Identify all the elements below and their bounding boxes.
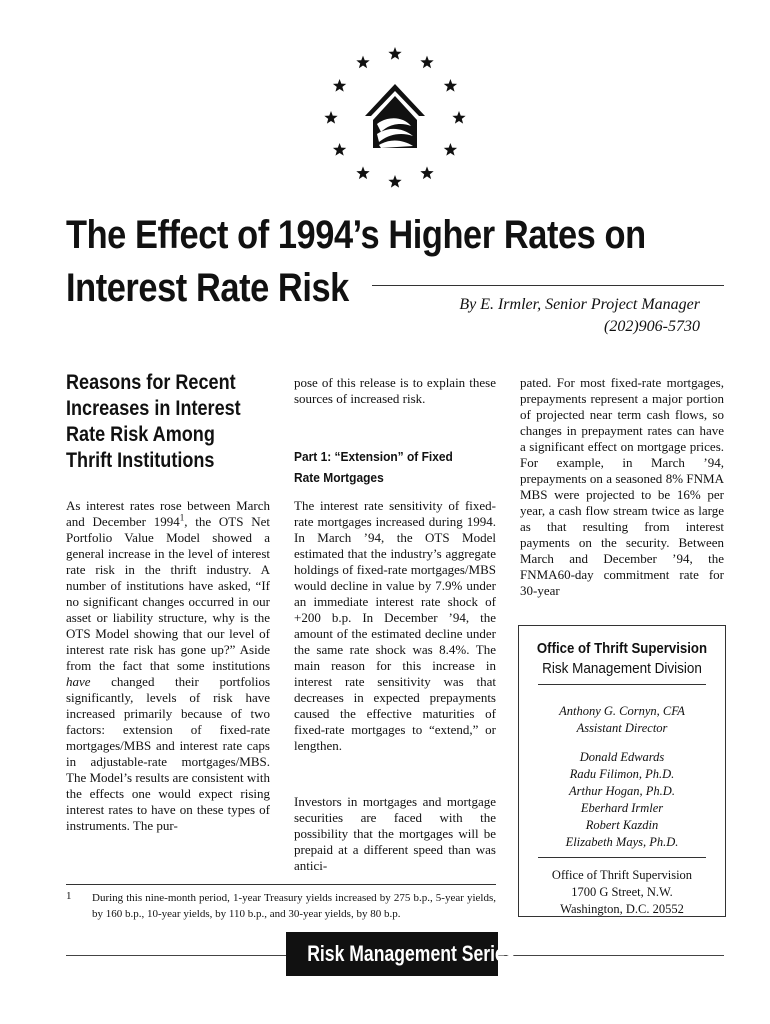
column-2-paragraph-1: The interest rate sensitivity of fixed-rate mortgages increased during 1994. In March ’94, the OTS Model estimated that the industry’s aggregate holdings of fixed-rate mortgages/MBS would decline in value by 7.9% under an immediate interest rate shock of +200 b.p. In December ’94, the amount of the estimated decline under the same rate shock was 8.4%. The main reason for this increase in interest rate sensitivity was that decreases in expected prepayments caused the effective maturities of fixed-rate mortgages to “extend,” or lengthen. xyxy=(294,498,496,753)
column-2-intro: pose of this release is to explain these sources of increased risk. xyxy=(294,375,496,406)
sidebar-heading-line: Reasons for Recent xyxy=(66,371,236,394)
sidebar-heading-line: Increases in Interest xyxy=(66,397,241,420)
part-1-heading-line: Rate Mortgages xyxy=(294,470,384,485)
series-label: Risk Management Series xyxy=(307,941,515,966)
col1-emphasis: have xyxy=(66,674,91,689)
star-icon xyxy=(333,79,346,92)
title-line-2: Interest Rate Risk xyxy=(66,266,349,310)
office-box-rule xyxy=(538,684,706,685)
staff-name: Eberhard Irmler xyxy=(580,801,664,815)
part-1-heading xyxy=(294,446,487,488)
star-icon xyxy=(356,56,369,69)
office-box-division: Risk Management Division xyxy=(542,660,702,677)
title-line-1: The Effect of 1994’s Higher Rates on xyxy=(66,213,646,257)
col1-text-after: changed their portfolios significantly, levels of risk have increased primarily because of two factors: extension of fixed-rate mortgages/MBS and interest rate caps in adjustable-rate mortgages/MBS. The Model’s results are consistent with the effects one would expect rising interest rates to have on these types of instruments. The pur- xyxy=(66,674,270,833)
star-icon xyxy=(324,111,337,124)
part-1-heading-line: Part 1: “Extension” of Fixed xyxy=(294,449,453,464)
staff-name: Anthony G. Cornyn, CFA xyxy=(559,704,685,718)
ots-logo-icon xyxy=(320,40,470,190)
column-2-paragraph-2: Investors in mortgages and mortgage securities are faced with the possibility that the mortgages will be prepaid at a different speed than was antici- xyxy=(294,794,496,873)
title-rule xyxy=(372,285,724,286)
footnote-rule xyxy=(66,884,496,885)
byline-phone: (202)906-5730 xyxy=(604,318,700,335)
staff-title: Assistant Director xyxy=(576,721,668,735)
staff-name: Elizabeth Mays, Ph.D. xyxy=(565,835,679,849)
column-3-body: pated. For most fixed-rate mortgages, prepayments represent a major portion of projected near term cash flows, so changes in prepayment rates can have a significant effect on mortgage prices. For example, in March ’94, prepayments on a seasoned 8% FNMA MBS were projected to be 16% per year, a cash flow stream twice as large as that resulting from interest payments on the security. Between March and December ’94, the FNMA60-day commitment rate for 30-year xyxy=(520,375,724,598)
address-line: Washington, D.C. 20552 xyxy=(560,902,684,916)
staff-name: Arthur Hogan, Ph.D. xyxy=(569,784,675,798)
star-icon xyxy=(444,143,457,156)
sidebar-heading xyxy=(66,370,290,474)
footnote-mark: 1 xyxy=(66,890,72,902)
star-icon xyxy=(356,166,369,179)
office-box-title: Office of Thrift Supervision xyxy=(536,640,708,657)
star-icon xyxy=(420,166,433,179)
office-box-rule xyxy=(538,857,706,858)
address-line: 1700 G Street, N.W. xyxy=(571,885,673,899)
star-icon xyxy=(388,47,401,60)
star-icon xyxy=(388,175,401,188)
staff-name: Robert Kazdin xyxy=(585,818,659,832)
column-1-body xyxy=(66,498,270,834)
staff-name: Radu Filimon, Ph.D. xyxy=(569,767,675,781)
star-icon xyxy=(444,79,457,92)
staff-name: Donald Edwards xyxy=(579,750,665,764)
star-icon xyxy=(452,111,465,124)
address-line: Office of Thrift Supervision xyxy=(551,868,693,882)
col1-text-mid: , the OTS Net Portfolio Value Model showed a general increase in the level of interest rate risk in the thrift industry. A number of institutions have asked, “If no significant changes occurred in our asset or liability structure, why is the OTS Model showing that our level of interest rate risk has gone up?” Aside from the fact that some institutions xyxy=(66,514,270,673)
footnote-text: During this nine-month period, 1-year Treasury yields increased by 275 b.p., 5-year yields, by 160 b.p., 10-year yields, by 110 b.p., and 30-year yields, by 80 b.p. xyxy=(92,892,496,920)
sidebar-heading-line: Thrift Institutions xyxy=(66,449,215,472)
col1-text-before: As interest rates rose between March and December 1994 xyxy=(66,498,270,529)
sidebar-heading-line: Rate Risk Among xyxy=(66,423,215,446)
star-icon xyxy=(333,143,346,156)
footnote-reference: 1 xyxy=(179,512,185,523)
office-address xyxy=(518,867,726,918)
star-icon xyxy=(420,56,433,69)
byline-author: By E. Irmler, Senior Project Manager xyxy=(459,296,700,313)
